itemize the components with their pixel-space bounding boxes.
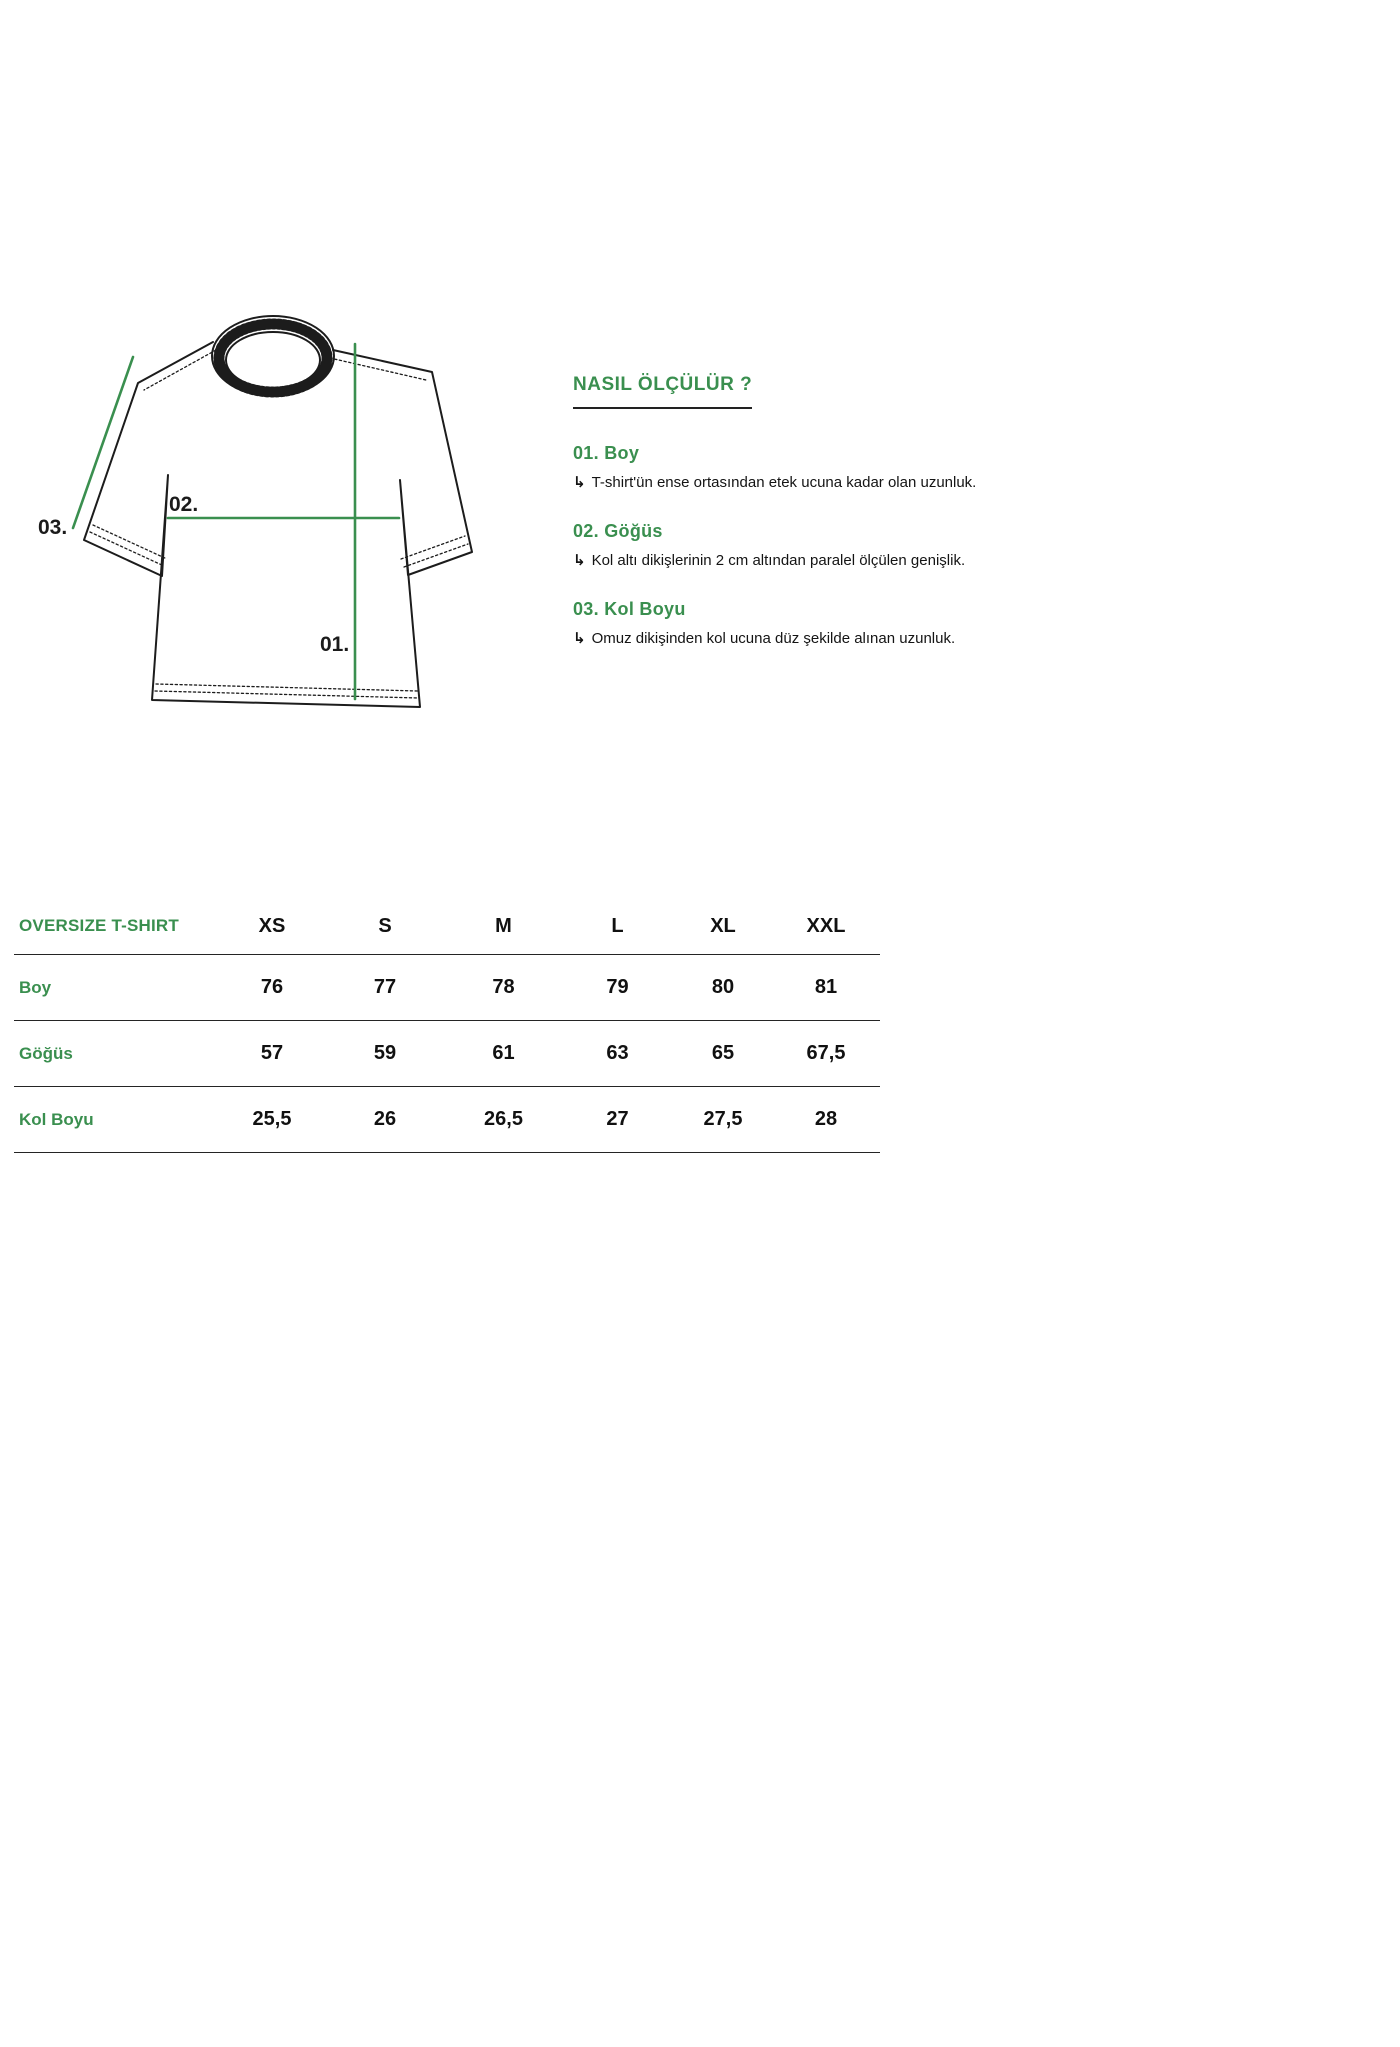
size-column-xl: XL [710, 914, 736, 937]
table-row-boy [14, 955, 880, 1021]
return-arrow-icon: ↳ [573, 630, 586, 647]
measure-item-heading: 01. Boy [573, 443, 640, 463]
measure-item-description-text: T-shirt'ün ense ortasından etek ucuna kadar olan uzunluk. [591, 474, 977, 491]
cell-value: 28 [814, 1108, 838, 1130]
size-column-xxl: XXL [806, 914, 846, 937]
cell-value: 61 [492, 1042, 515, 1064]
row-label: Boy [19, 977, 52, 997]
cell-value: 57 [260, 1042, 284, 1064]
measurement-lines [73, 344, 399, 699]
return-arrow-icon: ↳ [573, 474, 586, 491]
cell-value: 78 [492, 976, 515, 998]
row-label: Göğüs [19, 1043, 73, 1063]
right-sleeve-stitch [404, 544, 468, 567]
size-table-title: OVERSIZE T-SHIRT [19, 916, 179, 935]
cell-value: 80 [711, 976, 735, 998]
table-row-kol-boyu [14, 1087, 880, 1153]
cell-value: 59 [373, 1042, 397, 1064]
measure-label-02: 02. [169, 493, 199, 516]
cell-value: 65 [711, 1042, 735, 1064]
cell-value: 26,5 [484, 1108, 523, 1130]
right-shoulder-stitch [330, 358, 426, 380]
measure-item-description [573, 551, 1113, 569]
table-row-gogus [14, 1021, 880, 1087]
cell-value: 63 [606, 1042, 629, 1064]
cell-value: 67,5 [806, 1042, 846, 1064]
measure-item-kol-boyu [573, 599, 1113, 647]
measure-label-03: 03. [38, 516, 68, 539]
measure-item-description [573, 473, 1113, 491]
measure-line-03-sleeve [73, 357, 133, 528]
cell-value: 79 [606, 976, 629, 998]
left-shoulder-stitch [144, 350, 216, 390]
stitch-lines [90, 350, 468, 698]
cell-value: 76 [260, 976, 284, 998]
how-to-measure-title: NASIL ÖLÇÜLÜR ? [573, 374, 752, 409]
cell-value: 81 [814, 976, 838, 998]
size-column-xs: XS [258, 914, 286, 937]
cell-value: 26 [373, 1108, 397, 1130]
size-table-header-row [14, 898, 880, 955]
tshirt-measurement-diagram [30, 310, 510, 730]
cell-value: 27 [606, 1108, 629, 1130]
bottom-hem-stitch [155, 691, 419, 698]
size-table [14, 898, 880, 1153]
measure-item-description [573, 629, 1113, 647]
measure-label-01: 01. [320, 633, 350, 656]
measure-item-boy [573, 443, 1113, 491]
right-sleeve-stitch [401, 536, 465, 559]
return-arrow-icon: ↳ [573, 552, 586, 569]
bottom-hem-stitch [156, 684, 418, 691]
how-to-measure-section [573, 374, 1113, 647]
measure-item-heading: 02. Göğüs [573, 521, 663, 541]
size-column-s: S [378, 914, 392, 937]
cell-value: 25,5 [252, 1108, 292, 1130]
cell-value: 77 [373, 976, 397, 998]
collar-ribbing [219, 324, 327, 392]
left-sleeve-stitch [93, 525, 167, 559]
measure-item-gogus [573, 521, 1113, 569]
measure-item-description-text: Kol altı dikişlerinin 2 cm altından paralel ölçülen genişlik. [591, 552, 966, 569]
row-label: Kol Boyu [19, 1109, 94, 1129]
measure-item-description-text: Omuz dikişinden kol ucuna düz şekilde alınan uzunluk. [591, 630, 956, 647]
cell-value: 27,5 [703, 1108, 743, 1130]
tshirt-drawing [84, 316, 472, 707]
measure-item-heading: 03. Kol Boyu [573, 599, 686, 619]
size-column-l: L [611, 914, 624, 937]
size-column-m: M [495, 914, 512, 937]
